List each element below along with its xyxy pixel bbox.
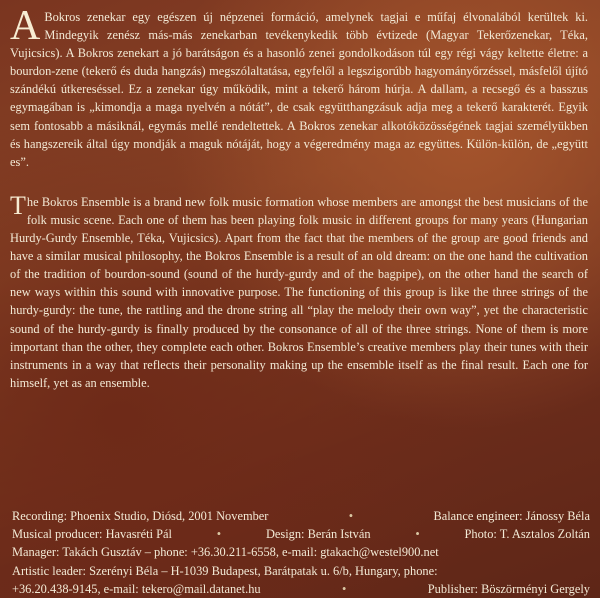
manager-credit: Manager: Takách Gusztáv – phone: +36.30.211-6558, e-mail: gtakach@westel900.net [12,545,439,560]
english-text: he Bokros Ensemble is a brand new folk music formation whose members are amongst the best musicians of the folk music scene. Each one of them has been playing folk music in different groups for many years (Hungarian Hurdy-Gurdy Ensemble, Téka, Vujicsics). Apart from the fact that the members of the group are good friends and have a similar musical philosophy, the Bokros Ensemble is a result of an old dream: on the one hand the cultivation of the tradition of bourdon-sound (sound of the hurdy-gurdy and of the bagpipe), on the other hand the search of new ways within this sound with innovative purpose. The functioning of this group is like the three strings of the hurdy-gurdy: the tune, the rattling and the drone string all “play the melody their own way”, yet the characteristic sound of the hurdy-gurdy is finally produced by the consonance of all of the three strings. None of them is more important than the other, they complete each other. Bokros Ensemble’s creative members play their tunes with their instruments in a way that reflects their personality making up the ensemble itself as the final result. Each one for himself, yet as an ensemble. [10,194,588,390]
hungarian-dropcap: A [10,3,41,49]
separator-bullet: • [216,527,222,542]
english-paragraph [10,190,588,392]
credits-line-contact [12,580,590,598]
credits-block [12,507,590,598]
recording-credit: Recording: Phoenix Studio, Diósd, 2001 November [12,509,269,523]
contact-credit: +36.20.438-9145, e-mail: tekero@mail.datanet.hu [12,581,261,596]
credits-line-producer [12,525,590,543]
separator-bullet: • [342,581,347,596]
photo-credit: Photo: T. Asztalos Zoltán [464,527,590,542]
hungarian-paragraph [10,3,588,171]
credits-line-artistic-leader [12,562,590,580]
design-credit: Design: Berán István [265,527,371,542]
balance-engineer-credit: Balance engineer: Jánossy Béla [433,509,590,523]
english-dropcap: T [10,190,26,220]
credits-line-recording [12,507,590,525]
artistic-leader-credit: Artistic leader: Szerényi Béla – H-1039 Budapest, Barátpatak u. 6/b, Hungary, phone: [12,563,438,578]
publisher-credit: Publisher: Böszörményi Gergely [427,581,590,596]
separator-bullet: • [415,527,420,542]
separator-bullet: • [348,509,354,523]
producer-credit: Musical producer: Havasréti Pál [12,527,172,542]
credits-line-manager [12,543,590,561]
hungarian-text: Bokros zenekar egy egészen új népzenei formáció, amelynek tagjai e műfaj élvonalából kerültek ki. Mindegyik zenész más-más zenekarban tevékenykedik több évtizede (Magyar Tekerőzenekar, Téka, Vujicsics). A Bokros zenekart a jó barátságon és a hasonló zenei gondolkodáson túl egy régi vágy keltette életre: a bourdon-zene (tekerő és duda hangzás) megszólaltatása, egyfelől a legszigorúbb hagyományőrzéssel, másfelől újító szándékú útkereséssel. Ez a zenekar úgy működik, mint a tekerő három húrja. A dallam, a recsegő és a basszus egymagában is „kimondja a maga nyelvén a nótát”, de csak együtthangzásuk adja meg a tekerő karakterét. Egyik sem fontosabb a másiknál, egymás mellé rendeltettek. A Bokros zenekar alkotóközösségének tagjai személyükben és hangszereik által úgy mondják a maguk nótáját, hogy a végeredmény maga az együttes. Külön-külön, de „együtt es”. [10,10,588,169]
